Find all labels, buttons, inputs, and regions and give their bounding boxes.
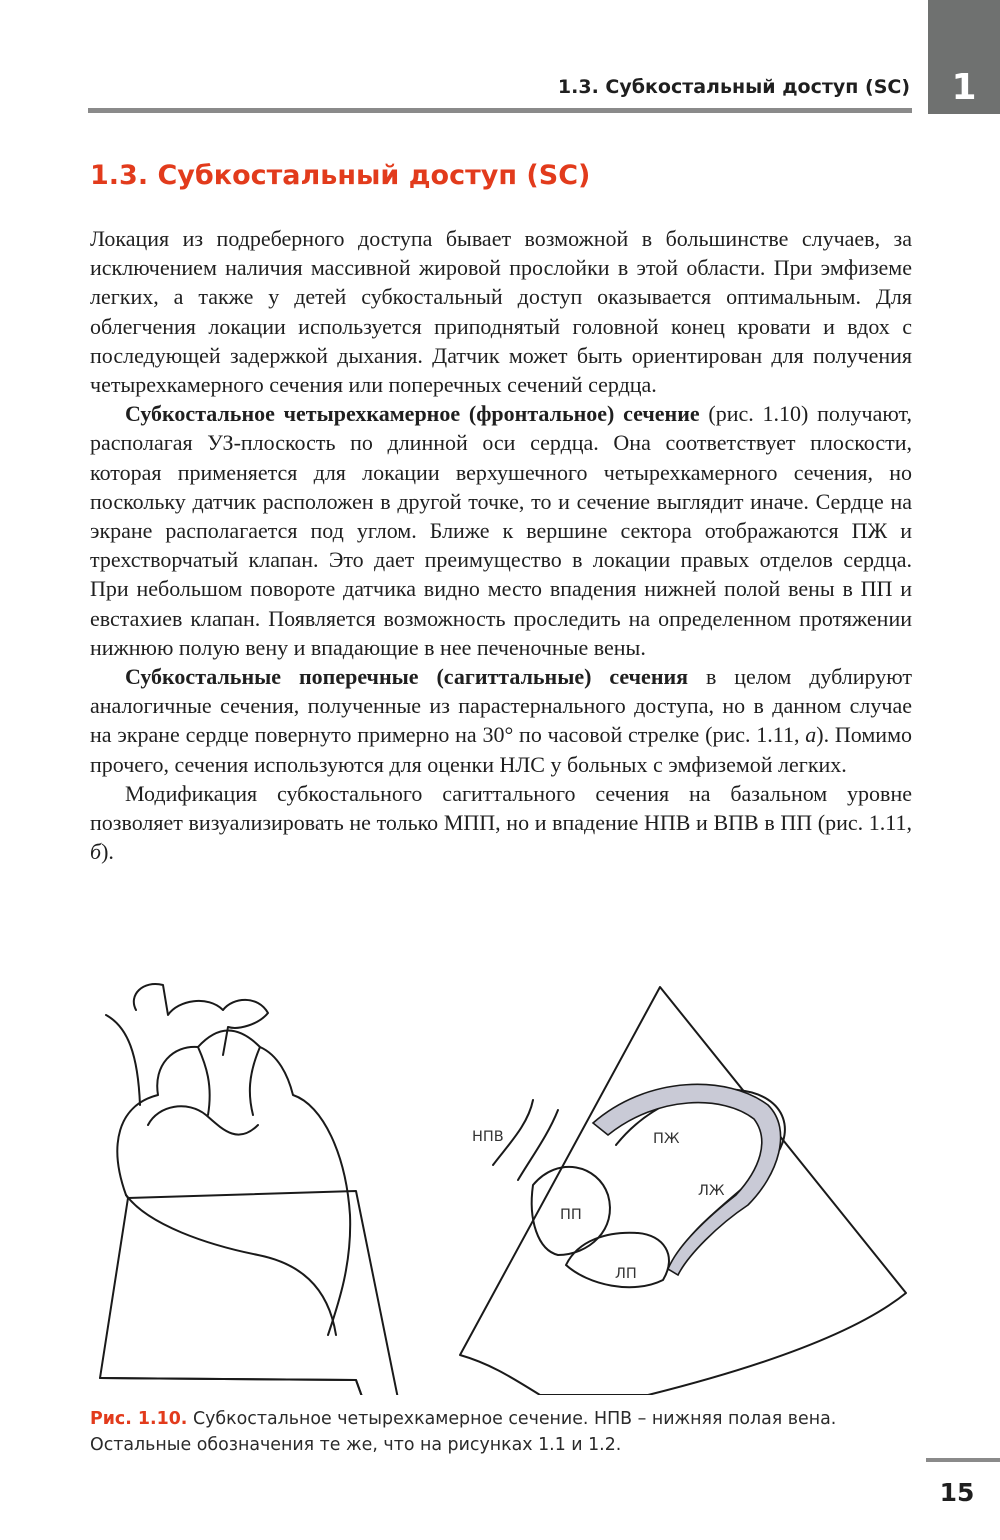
sector-outline xyxy=(460,987,906,1395)
paragraph-2-text: (рис. 1.10) получают, располагая УЗ-плоскость по длинной оси сердца. Она соответствует плоскости, которая применяется для локации верхушечного четырехкамерного сечения, но поскольку датчик расположен в другой точке, то и сечение выглядит иначе. Сердце на экране располагается под углом. Ближе к вершине сектора отображаются ПЖ и трехстворчатый клапан. Это дает преимущество в локации правых отделов сердца. При небольшом повороте датчика видно место впадения нижней полой вены в ПП и евстахиев клапан. Появляется возможность проследить на определенном протяжении нижнюю полую вену и впадающие в нее печеночные вены. xyxy=(90,401,912,660)
chapter-tab xyxy=(928,0,1000,114)
label-ra: ПП xyxy=(560,1207,582,1223)
paragraph-2-term: Субкостальное четырехкамерное (фронтальное) сечение xyxy=(125,401,700,427)
paragraph-3 xyxy=(90,662,912,779)
paragraph-4 xyxy=(90,779,912,867)
label-lv: ЛЖ xyxy=(698,1183,725,1199)
section-title: 1.3. Субкостальный доступ (SC) xyxy=(90,160,591,191)
paragraph-3-text-b: ). Помимо прочего, сечения используются для оценки НЛС у больных с эмфиземой легких. xyxy=(90,722,912,777)
paragraph-3-italic: а xyxy=(805,722,817,748)
paragraph-3-term: Субкостальные поперечные (сагиттальные) сечения xyxy=(125,664,689,690)
heart-3d-drawing xyxy=(100,984,443,1395)
figure-1-10 xyxy=(88,955,928,1395)
paragraph-4-end: ). xyxy=(101,839,114,865)
paragraph-1: Локация из подреберного доступа бывает возможной в большинстве случаев, за исключением наличия массивной жировой прослойки в этой области. При эмфиземе легких, а также у детей субкостальный доступ оказывается оптимальным. Для облегчения локации используется приподнятый головной конец кровати и вдох с последующей задержкой дыхания. Датчик может быть ориентирован для получения четырехкамерного сечения или поперечных сечений сердца. xyxy=(90,226,912,398)
paragraph-2 xyxy=(90,399,912,662)
rv-wall-band xyxy=(593,1084,781,1275)
heart-illustration xyxy=(88,955,928,1395)
paragraph-4-text: Модификация субкостального сагиттального сечения на базальном уровне позволяет визуализировать не только МПП, но и впадение НПВ и ВПВ в ПП (рис. 1.11, xyxy=(90,780,912,836)
caption-text: Субкостальное четырехкамерное сечение. НПВ – нижняя полая вена. Остальные обозначения те же, что на рисунках 1.1 и 1.2. xyxy=(90,1409,837,1455)
label-la: ЛП xyxy=(615,1266,637,1282)
echo-sector xyxy=(460,987,906,1395)
label-ivc: НПВ xyxy=(472,1129,504,1145)
running-head: 1.3. Субкостальный доступ (SC) xyxy=(557,76,910,98)
chapter-number: 1 xyxy=(951,67,977,108)
heart-outline xyxy=(117,1031,350,1336)
imaging-plane xyxy=(128,1195,443,1395)
body-text xyxy=(90,224,912,866)
page-number: 15 xyxy=(939,1478,975,1507)
header-rule xyxy=(88,108,912,113)
label-rv: ПЖ xyxy=(653,1131,680,1147)
paragraph-4-italic: б xyxy=(90,839,102,865)
paragraph-3-text-a: в целом дублируют аналогичные сечения, полученные из парастернального доступа, но в данном случае на экране сердце повернуто примерно на 30° по часовой стрелке (рис. 1.11, xyxy=(90,664,912,748)
footer-rule xyxy=(926,1458,1000,1462)
caption-label: Рис. 1.10. xyxy=(90,1409,188,1429)
figure-caption xyxy=(90,1406,920,1458)
